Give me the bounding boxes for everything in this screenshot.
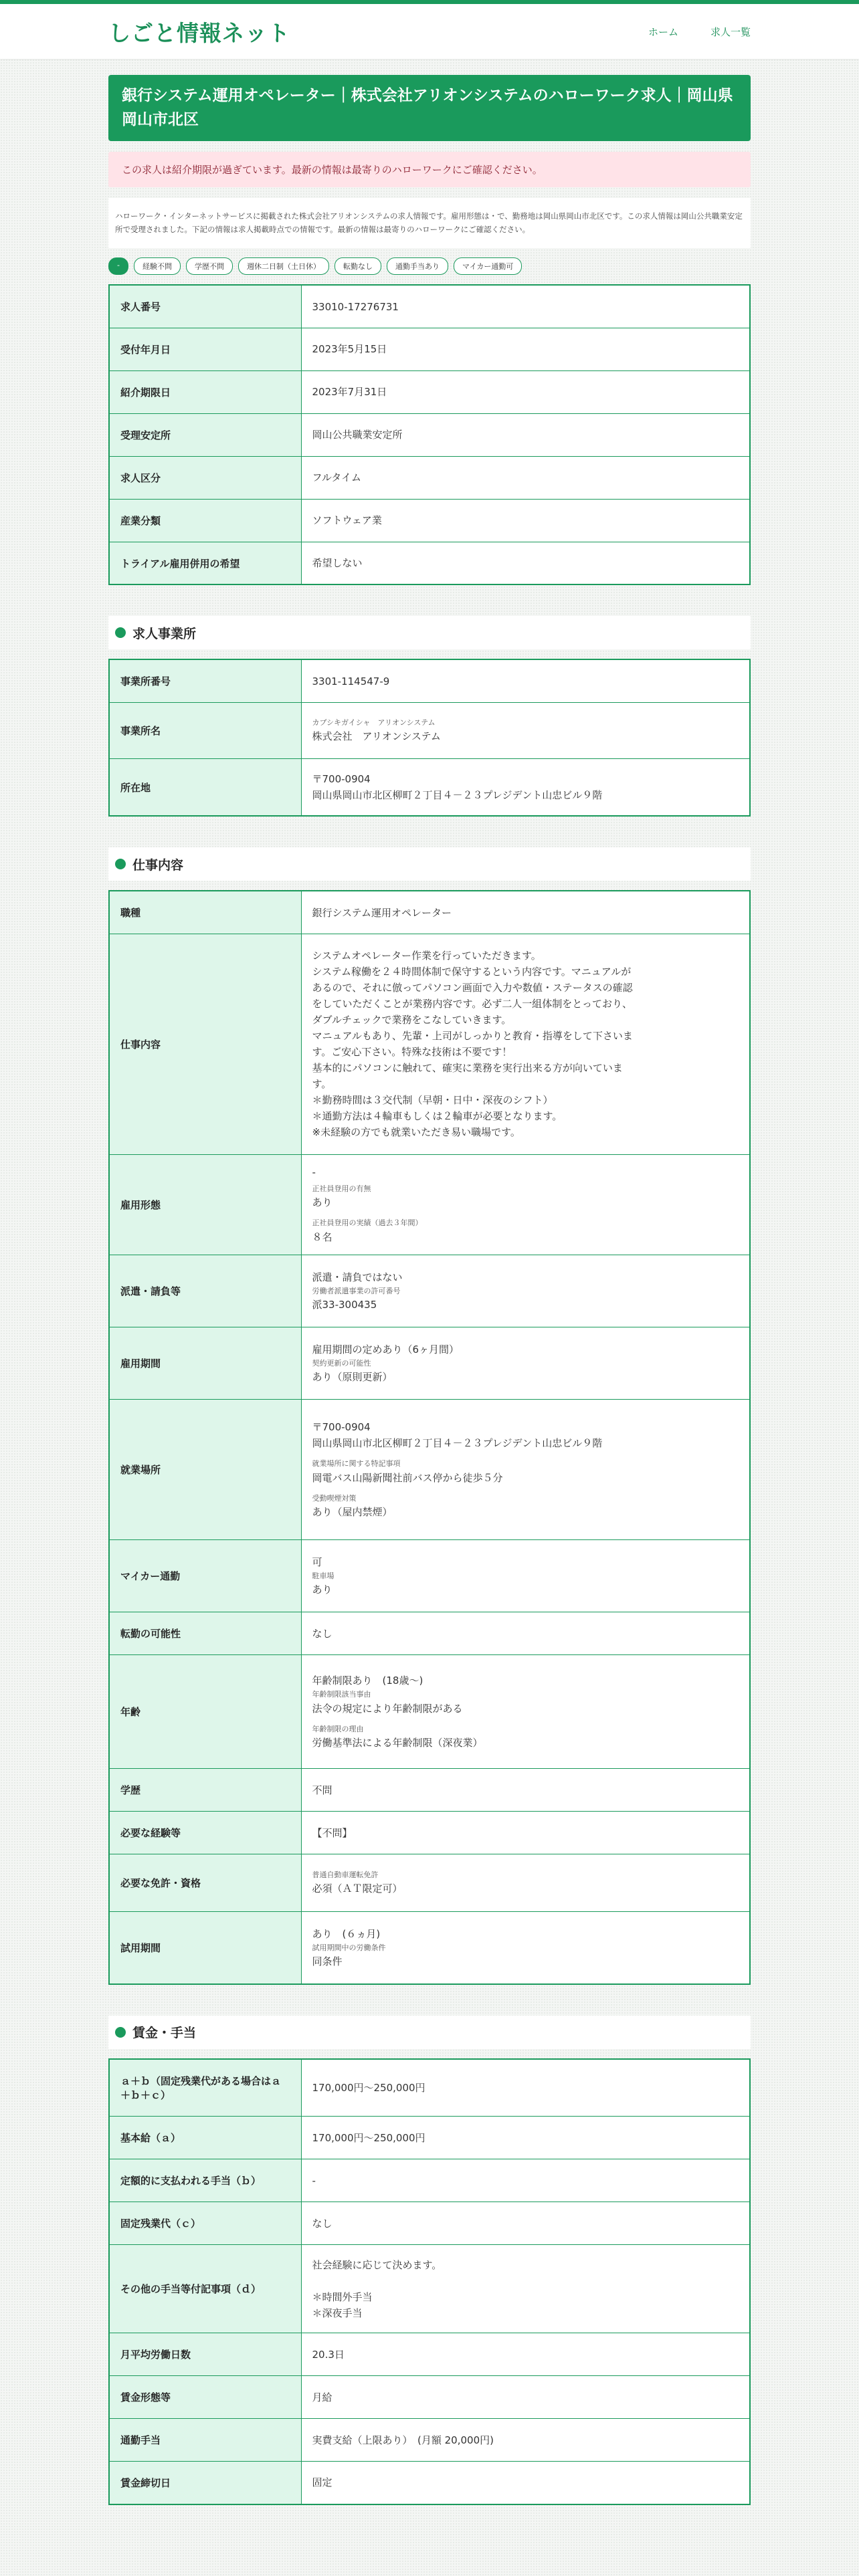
row-label: 産業分類 — [109, 499, 301, 542]
table-row — [109, 1154, 750, 1255]
row-label: 事業所名 — [109, 702, 301, 758]
regular-conversion: あり — [312, 1196, 332, 1209]
sub-label: 契約更新の可能性 — [312, 1358, 371, 1368]
table-row — [109, 1255, 750, 1327]
office-table — [108, 659, 751, 817]
tag-no-education: 学歴不問 — [186, 257, 233, 275]
row-label: 就業場所 — [109, 1400, 301, 1540]
row-label: 受理安定所 — [109, 413, 301, 456]
row-value: 社会経験に応じて決めます。 ＊時間外手当 ＊深夜手当 — [301, 2245, 750, 2333]
row-label: トライアル雇用併用の希望 — [109, 542, 301, 584]
tag-two-day-weekend: 週休二日制（土日休） — [238, 257, 329, 275]
row-value: ソフトウェア業 — [301, 499, 750, 542]
work-postal: 〒700-0904 — [312, 1420, 371, 1433]
row-label: その他の手当等付記事項（ｄ） — [109, 2245, 301, 2333]
table-row — [109, 1854, 750, 1912]
table-row — [109, 2245, 750, 2333]
main-content — [108, 59, 751, 2505]
nav-home-link[interactable]: ホーム — [648, 25, 678, 38]
sub-label: 正社員登用の実績（過去３年間） — [312, 1218, 423, 1228]
row-label: 求人区分 — [109, 456, 301, 499]
summary-table — [108, 284, 751, 585]
wage-table — [108, 2058, 751, 2505]
section-heading-office — [108, 616, 751, 649]
tag-employment-type: - — [108, 257, 128, 275]
experience-value: 【不問】 — [301, 1812, 750, 1854]
table-row — [109, 2059, 750, 2117]
row-label: 月平均労働日数 — [109, 2333, 301, 2376]
row-value: フルタイム — [301, 456, 750, 499]
transfer-value: なし — [301, 1612, 750, 1655]
section-title: 賃金・手当 — [132, 2026, 197, 2041]
job-table — [108, 890, 751, 1984]
main-nav — [648, 25, 751, 39]
row-label: 試用期間 — [109, 1912, 301, 1984]
table-row — [109, 542, 750, 584]
education-value: 不問 — [301, 1769, 750, 1812]
row-label: 仕事内容 — [109, 934, 301, 1154]
row-label: 受付年月日 — [109, 328, 301, 370]
table-row — [109, 2419, 750, 2462]
table-row — [109, 456, 750, 499]
section-title: 仕事内容 — [132, 857, 184, 873]
sub-label: 年齢制限該当事由 — [312, 1689, 371, 1699]
row-value: 月給 — [301, 2376, 750, 2419]
tag-no-experience: 経験不問 — [134, 257, 181, 275]
row-value: 2023年7月31日 — [301, 370, 750, 413]
table-row — [109, 2202, 750, 2245]
bullet-dot-icon — [115, 859, 126, 869]
table-row — [109, 2462, 750, 2504]
row-label: 所在地 — [109, 758, 301, 816]
license-name: 普通自動車運転免許 — [312, 1870, 379, 1879]
row-value: 固定 — [301, 2462, 750, 2504]
nav-job-list-link[interactable]: 求人一覧 — [710, 25, 751, 38]
section-heading-wage — [108, 2016, 751, 2049]
row-label: マイカー通勤 — [109, 1540, 301, 1612]
row-label: 雇用期間 — [109, 1327, 301, 1400]
row-value: 希望しない — [301, 542, 750, 584]
row-label: 固定残業代（ｃ） — [109, 2202, 301, 2245]
job-title: 銀行システム運用オペレーター — [301, 891, 750, 934]
site-logo[interactable]: しごと情報ネット — [108, 19, 290, 46]
tag-commute-allowance: 通勤手当あり — [387, 257, 448, 275]
row-label: 転勤の可能性 — [109, 1612, 301, 1655]
table-row — [109, 1612, 750, 1655]
row-value: 実費支給（上限あり） (月額 20,000円) — [301, 2419, 750, 2462]
trial-period: あり (６ヵ月) — [312, 1927, 381, 1940]
parking: あり — [312, 1584, 332, 1596]
row-label: 賃金締切日 — [109, 2462, 301, 2504]
age-limit-reason: 労働基準法による年齢制限（深夜業） — [312, 1737, 483, 1749]
table-row — [109, 2159, 750, 2202]
table-row — [109, 413, 750, 456]
expired-alert: この求人は紹介期限が過ぎています。最新の情報は最寄りのハローワークにご確認ください。 — [108, 152, 751, 187]
table-row — [109, 758, 750, 816]
sub-label: 労働者派遣事業の許可番号 — [312, 1286, 401, 1295]
office-name: 株式会社 アリオンシステム — [312, 730, 441, 743]
dispatch-value: 派遣・請負ではない — [312, 1271, 403, 1283]
table-row — [109, 1400, 750, 1540]
row-label: 雇用形態 — [109, 1154, 301, 1255]
table-row — [109, 1912, 750, 1984]
age-limit: 年齢制限あり (18歳～) — [312, 1674, 423, 1687]
table-row — [109, 1327, 750, 1400]
site-header — [0, 0, 859, 59]
work-place-note: 岡電バス山陽新聞社前バス停から徒歩５分 — [312, 1471, 503, 1484]
dispatch-license: 派33-300435 — [312, 1299, 377, 1311]
row-label: 賃金形態等 — [109, 2376, 301, 2419]
intro-text: ハローワーク・インターネットサービスに掲載された株式会社アリオンシステムの求人情報です。雇用形態は・で、勤務地は岡山県岡山市北区です。この求人情報は岡山公共職業安定所で受理されました。下記の情報は求人掲載時点での情報です。最新の情報は最寄りのハローワークにご確認ください。 — [108, 198, 751, 248]
table-row — [109, 1540, 750, 1612]
table-row — [109, 328, 750, 370]
row-value: 170,000円〜250,000円 — [301, 2117, 750, 2159]
table-row — [109, 934, 750, 1154]
car-commute: 可 — [312, 1555, 322, 1568]
table-row — [109, 891, 750, 934]
row-value: なし — [301, 2202, 750, 2245]
row-label: 年齢 — [109, 1655, 301, 1769]
conversion-record: ８名 — [312, 1231, 332, 1244]
tag-no-transfer: 転勤なし — [335, 257, 381, 275]
row-value: 170,000円〜250,000円 — [301, 2059, 750, 2117]
page-title: 銀行システム運用オペレーター｜株式会社アリオンシステムのハローワーク求人｜岡山県岡山市北区 — [108, 75, 751, 141]
table-row — [109, 285, 750, 328]
row-value: 岡山公共職業安定所 — [301, 413, 750, 456]
sub-label: 年齢制限の理由 — [312, 1724, 364, 1733]
sub-label: 試用期間中の労働条件 — [312, 1943, 386, 1952]
row-value: 20.3日 — [301, 2333, 750, 2376]
bullet-dot-icon — [115, 2027, 126, 2038]
row-value: - — [301, 2159, 750, 2202]
office-name-kana: カブシキガイシャ アリオンシステム — [312, 718, 436, 727]
row-label: 定額的に支払われる手当（ｂ） — [109, 2159, 301, 2202]
employment-period: 雇用期間の定めあり（6ヶ月間） — [312, 1343, 460, 1356]
sub-label: 正社員登用の有無 — [312, 1184, 371, 1193]
table-row — [109, 2333, 750, 2376]
row-label: 基本給（ａ） — [109, 2117, 301, 2159]
row-value: 2023年5月15日 — [301, 328, 750, 370]
row-label: 派遣・請負等 — [109, 1255, 301, 1327]
table-row — [109, 1769, 750, 1812]
table-row — [109, 2376, 750, 2419]
section-title: 求人事業所 — [132, 626, 197, 641]
table-row — [109, 499, 750, 542]
table-row — [109, 370, 750, 413]
sub-label: 就業場所に関する特記事項 — [312, 1459, 401, 1468]
row-label: 通勤手当 — [109, 2419, 301, 2462]
section-heading-job — [108, 847, 751, 881]
work-address: 岡山県岡山市北区柳町２丁目４－２３プレジデント山忠ビル９階 — [312, 1436, 603, 1449]
smoking-policy: あり（屋内禁煙） — [312, 1506, 393, 1519]
license-requirement: 必須（ＡＴ限定可） — [312, 1883, 403, 1895]
office-number: 3301-114547-9 — [301, 659, 750, 702]
row-label: 必要な経験等 — [109, 1812, 301, 1854]
age-limit-reason-type: 法令の規定により年齢制限がある — [312, 1702, 463, 1715]
contract-renewal: あり（原則更新） — [312, 1371, 393, 1384]
tag-car-commute: マイカー通勤可 — [454, 257, 522, 275]
table-row — [109, 702, 750, 758]
office-address: 岡山県岡山市北区柳町２丁目４－２３プレジデント山忠ビル９階 — [312, 789, 603, 802]
bullet-dot-icon — [115, 627, 126, 638]
row-label: 職種 — [109, 891, 301, 934]
office-postal: 〒700-0904 — [312, 773, 371, 786]
row-label: 必要な免許・資格 — [109, 1854, 301, 1912]
feature-tags — [108, 257, 751, 275]
table-row — [109, 1812, 750, 1854]
table-row — [109, 659, 750, 702]
employment-type: - — [312, 1166, 316, 1178]
sub-label: 駐車場 — [312, 1571, 335, 1580]
row-label: 紹介期限日 — [109, 370, 301, 413]
table-row — [109, 1655, 750, 1769]
job-description: システムオペレーター作業を行っていただきます。 システム稼働を２４時間体制で保守するという内容です。マニュアルがあるので、それに倣ってパソコン画面で入力や数値・ステータスの確認をしていただくことが業務内容です。必ず二人一組体制をとっており、ダブルチェックで業務をこなしていきます。 マニュアルもあり、先輩・上司がしっかりと教育・指導をして下さいます。ご安心下さい。特殊な技術は不要です！ 基本的にパソコンに触れて、確実に業務を実行出来る方が向いています。 ＊勤務時間は３交代制（早朝・日中・深夜のシフト） ＊通勤方法は４輪車もしくは２輪車が必要となります。 ※未経験の方でも就業いただき易い職場です。 — [312, 950, 633, 1139]
row-label: ａ＋ｂ（固定残業代がある場合はａ＋ｂ＋ｃ） — [109, 2059, 301, 2117]
trial-conditions: 同条件 — [312, 1955, 343, 1968]
row-label: 事業所番号 — [109, 659, 301, 702]
sub-label: 受動喫煙対策 — [312, 1493, 357, 1503]
table-row — [109, 2117, 750, 2159]
row-label: 求人番号 — [109, 285, 301, 328]
row-value: 33010-17276731 — [301, 285, 750, 328]
row-label: 学歴 — [109, 1769, 301, 1812]
